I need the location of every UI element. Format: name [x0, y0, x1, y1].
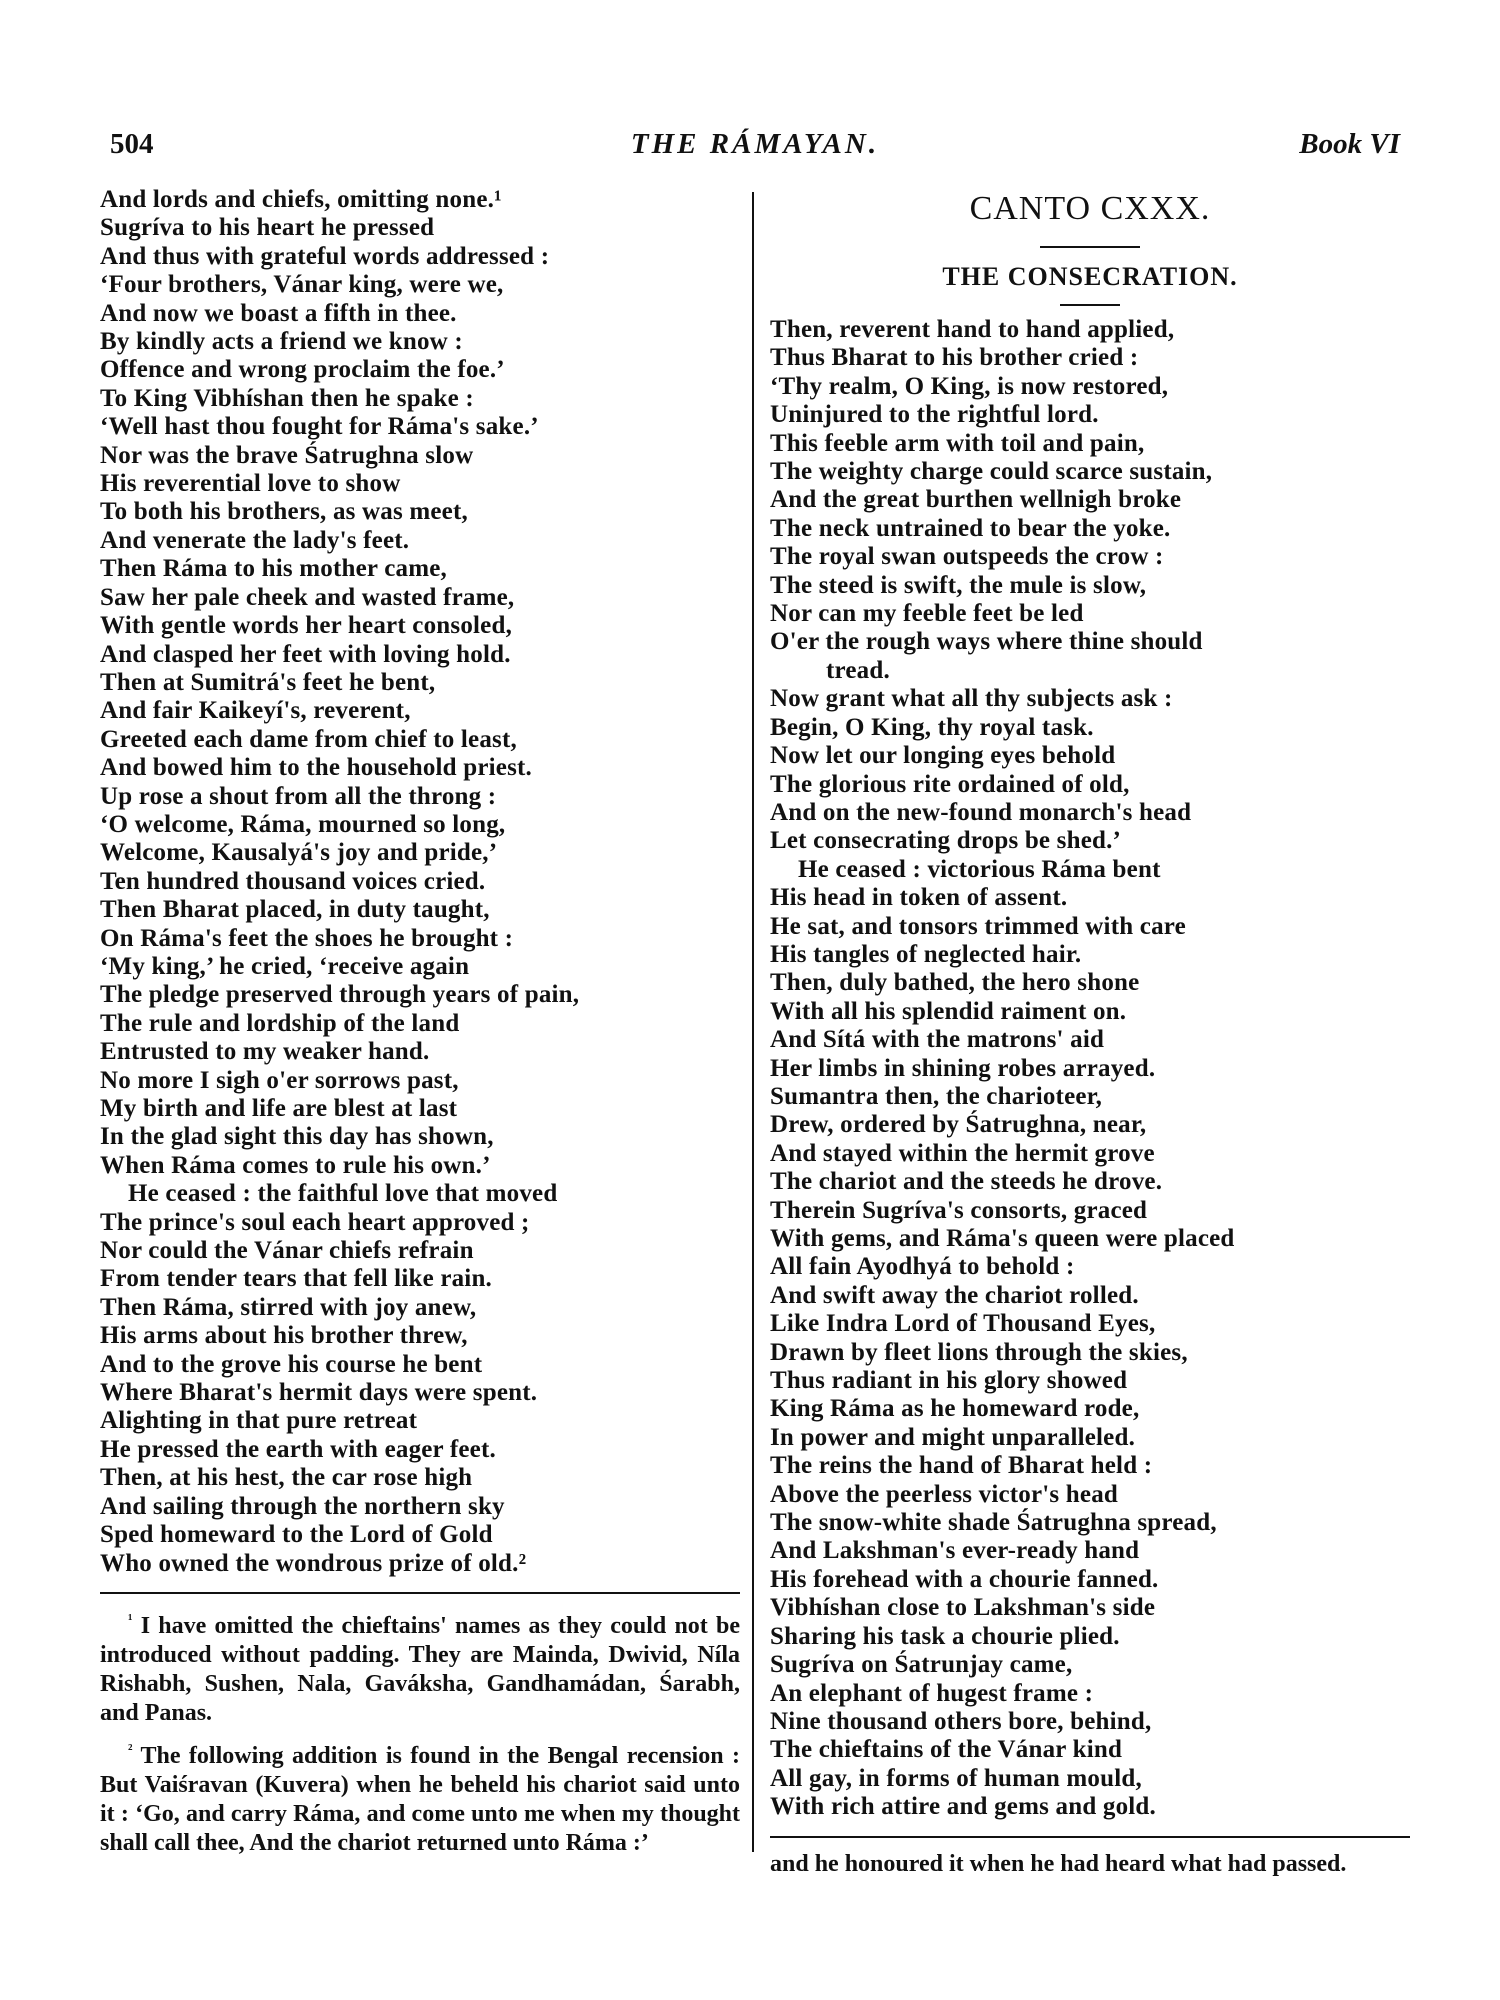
verse-line: When Ráma comes to rule his own.’	[100, 1151, 491, 1179]
verse-line: Then Ráma to his mother came,	[100, 555, 447, 583]
verse-line: The chariot and the steeds he drove.	[770, 1168, 1163, 1196]
verse-line: Then, duly bathed, the hero shone	[770, 969, 1140, 997]
verse-line: The prince's soul each heart approved ;	[100, 1208, 530, 1236]
verse-line: Drew, ordered by Śatrughna, near,	[770, 1111, 1147, 1139]
verse-line: Welcome, Kausalyá's joy and pride,’	[100, 839, 498, 867]
verse-line: With gems, and Ráma's queen were placed	[770, 1225, 1235, 1252]
verse-line: ‘My king,’ he cried, ‘receive again	[100, 952, 470, 980]
verse-line: On Ráma's feet the shoes he brought :	[100, 924, 514, 952]
footnote-mark: ²	[128, 1741, 133, 1758]
verse-line: Therein Sugríva's consorts, graced	[770, 1196, 1148, 1224]
verse-line: ‘Thy realm, O King, is now restored,	[770, 372, 1169, 400]
title-rule	[1040, 246, 1140, 248]
verse-line: ‘Well hast thou fought for Ráma's sake.’	[100, 413, 539, 441]
verse-line: Ten hundred thousand voices cried.	[100, 867, 486, 895]
verse-line: Alighting in that pure retreat	[100, 1407, 418, 1435]
verse-line: And Lakshman's ever-ready hand	[770, 1537, 1140, 1565]
verse-line: King Ráma as he homeward rode,	[770, 1395, 1140, 1423]
footnote-rule	[770, 1836, 1410, 1838]
verse-line: The snow-white shade Śatrughna spread,	[770, 1509, 1217, 1537]
verse-line: The royal swan outspeeds the crow :	[770, 543, 1164, 571]
footnote	[100, 1736, 740, 1858]
verse-line: The weighty charge could scarce sustain,	[770, 458, 1213, 486]
canto-title: CANTO CXXX.	[969, 190, 1211, 227]
footnote-text: The following addition is found in the Bengal recension : But Vaiśravan (Kuvera) when he beheld his chariot said unto it : ‘Go, and carry Ráma, and come unto me when my thought shall call thee, And the chariot returned unto Ráma :’	[100, 1742, 740, 1856]
verse-line: Sharing his task a chourie plied.	[770, 1622, 1120, 1650]
verse-line: To both his brothers, as was meet,	[100, 498, 468, 526]
verse-line: Uninjured to the rightful lord.	[770, 401, 1099, 429]
verse-line: Let consecrating drops be shed.’	[770, 827, 1122, 855]
verse-line: He sat, and tonsors trimmed with care	[770, 912, 1186, 940]
verse-line: Then Ráma, stirred with joy anew,	[100, 1293, 477, 1321]
verse-line: And lords and chiefs, omitting none.¹	[100, 186, 502, 213]
verse-line: The rule and lordship of the land	[100, 1009, 460, 1037]
verse-line: All fain Ayodhyá to behold :	[770, 1253, 1075, 1281]
verse-line: Her limbs in shining robes arrayed.	[770, 1054, 1156, 1082]
verse-line: The neck untrained to bear the yoke.	[770, 514, 1171, 542]
verse-line: Then, reverent hand to hand applied,	[770, 316, 1175, 343]
footnote-rule	[100, 1592, 740, 1594]
verse-line: Up rose a shout from all the throng :	[100, 782, 497, 810]
verse-line: He ceased : victorious Ráma bent	[798, 855, 1161, 883]
verse-line: In power and might unparalleled.	[770, 1423, 1136, 1451]
verse-line: No more I sigh o'er sorrows past,	[100, 1066, 459, 1094]
verse-line: ‘Four brothers, Vánar king, were we,	[100, 271, 504, 299]
column-divider	[752, 192, 754, 1852]
verse-line: And clasped her feet with loving hold.	[100, 640, 511, 668]
verse-line: Thus radiant in his glory showed	[770, 1367, 1128, 1395]
verse-line: By kindly acts a friend we know :	[100, 328, 463, 356]
verse-line: The chieftains of the Vánar kind	[770, 1736, 1123, 1764]
footnotes	[100, 1606, 740, 1858]
verse-line: Where Bharat's hermit days were spent.	[100, 1379, 538, 1407]
verse-line: Now let our longing eyes behold	[770, 742, 1116, 770]
verse-line: Thus Bharat to his brother cried :	[770, 344, 1139, 372]
verse-line: Nor was the brave Śatrughna slow	[100, 441, 474, 469]
verse-line: Nor can my feeble feet be led	[770, 600, 1084, 628]
verse-line: This feeble arm with toil and pain,	[770, 429, 1145, 457]
verse-line: ‘O welcome, Ráma, mourned so long,	[100, 810, 506, 838]
verse-line: Vibhíshan close to Lakshman's side	[770, 1594, 1156, 1622]
verse-line: He pressed the earth with eager feet.	[100, 1435, 496, 1463]
canto-subtitle: THE CONSECRATION.	[942, 262, 1238, 291]
right-column	[770, 186, 1410, 1879]
verse-line: And the great burthen wellnigh broke	[770, 486, 1182, 514]
verse-line: Sugríva to his heart he pressed	[100, 214, 435, 242]
verse-line: His tangles of neglected hair.	[770, 940, 1082, 968]
verse-line: The pledge preserved through years of pain,	[100, 981, 580, 1009]
verse-line: With gentle words her heart consoled,	[100, 612, 513, 640]
verse-line: Then Bharat placed, in duty taught,	[100, 896, 490, 924]
verse-line: tread.	[826, 656, 890, 684]
verse-line: An elephant of hugest frame :	[770, 1679, 1094, 1707]
verse-line: Sped homeward to the Lord of Gold	[100, 1521, 493, 1549]
verse-line: Saw her pale cheek and wasted frame,	[100, 583, 515, 611]
verse-line: Now grant what all thy subjects ask :	[770, 685, 1173, 713]
verse-line: And bowed him to the household priest.	[100, 754, 532, 782]
verse-line: And Sítá with the matrons' aid	[770, 1026, 1105, 1054]
verse-line: In the glad sight this day has shown,	[100, 1123, 494, 1151]
verse-line: Sumantra then, the charioteer,	[770, 1082, 1103, 1110]
verse-line: Sugríva on Śatrunjay came,	[770, 1651, 1073, 1679]
right-verse	[770, 316, 1410, 1822]
left-column	[100, 186, 740, 1866]
verse-line: And to the grove his course he bent	[100, 1350, 483, 1378]
verse-line: And thus with grateful words addressed :	[100, 242, 550, 270]
verse-line: And swift away the chariot rolled.	[770, 1281, 1139, 1309]
running-header	[110, 128, 1400, 168]
left-verse	[100, 186, 740, 1578]
verse-line: O'er the rough ways where thine should	[770, 628, 1203, 656]
verse-line: Who owned the wondrous prize of old.²	[100, 1549, 527, 1577]
verse-line: From tender tears that fell like rain.	[100, 1265, 493, 1293]
verse-line: Then, at his hest, the car rose high	[100, 1464, 473, 1492]
verse-line: His forehead with a chourie fanned.	[770, 1565, 1159, 1593]
verse-line: Then at Sumitrá's feet he bent,	[100, 668, 436, 696]
verse-line: Like Indra Lord of Thousand Eyes,	[770, 1310, 1156, 1338]
verse-line: And now we boast a fifth in thee.	[100, 299, 457, 327]
verse-line: Drawn by fleet lions through the skies,	[770, 1338, 1188, 1366]
verse-line: Nine thousand others bore, behind,	[770, 1707, 1152, 1735]
verse-line: His head in token of assent.	[770, 884, 1068, 912]
verse-line: With all his splendid raiment on.	[770, 997, 1127, 1025]
footnote-text: I have omitted the chieftains' names as they could not be introduced without padding. They are Mainda, Dwivid, Níla Rishabh, Sushen, Nala, Gaváksha, Gandhamádan, Śarabh, and Panas.	[100, 1612, 741, 1726]
verse-line: His arms about his brother threw,	[100, 1322, 468, 1350]
verse-line: He ceased : the faithful love that moved	[128, 1180, 558, 1208]
footnote-continuation: and he honoured it when he had heard what had passed.	[770, 1850, 1347, 1877]
verse-line: My birth and life are blest at last	[100, 1095, 458, 1122]
verse-line: Entrusted to my weaker hand.	[100, 1038, 430, 1066]
verse-line: And fair Kaikeyí's, reverent,	[100, 697, 411, 725]
verse-line: To King Vibhíshan then he spake :	[100, 384, 474, 412]
page-number: 504	[110, 128, 154, 160]
verse-line: And on the new-found monarch's head	[770, 798, 1192, 826]
verse-line: Greeted each dame from chief to least,	[100, 725, 517, 753]
subtitle-rule	[1060, 304, 1120, 306]
verse-line: And sailing through the northern sky	[100, 1492, 505, 1520]
running-title: THE RÁMAYAN.	[630, 128, 880, 160]
verse-line: The steed is swift, the mule is slow,	[770, 571, 1147, 599]
footnote	[100, 1606, 740, 1728]
verse-line: Above the peerless victor's head	[770, 1480, 1119, 1508]
verse-line: The glorious rite ordained of old,	[770, 770, 1130, 798]
verse-line: The reins the hand of Bharat held :	[770, 1452, 1153, 1480]
verse-line: Begin, O King, thy royal task.	[770, 713, 1094, 741]
verse-line: And venerate the lady's feet.	[100, 526, 410, 554]
verse-line: All gay, in forms of human mould,	[770, 1764, 1142, 1792]
verse-line: With rich attire and gems and gold.	[770, 1793, 1156, 1821]
book-label: Book VI	[1299, 128, 1400, 160]
verse-line: Nor could the Vánar chiefs refrain	[100, 1237, 474, 1265]
verse-line: Offence and wrong proclaim the foe.’	[100, 356, 505, 384]
verse-line: His reverential love to show	[100, 470, 401, 498]
footnote-mark: ¹	[128, 1611, 133, 1628]
verse-line: And stayed within the hermit grove	[770, 1139, 1155, 1167]
